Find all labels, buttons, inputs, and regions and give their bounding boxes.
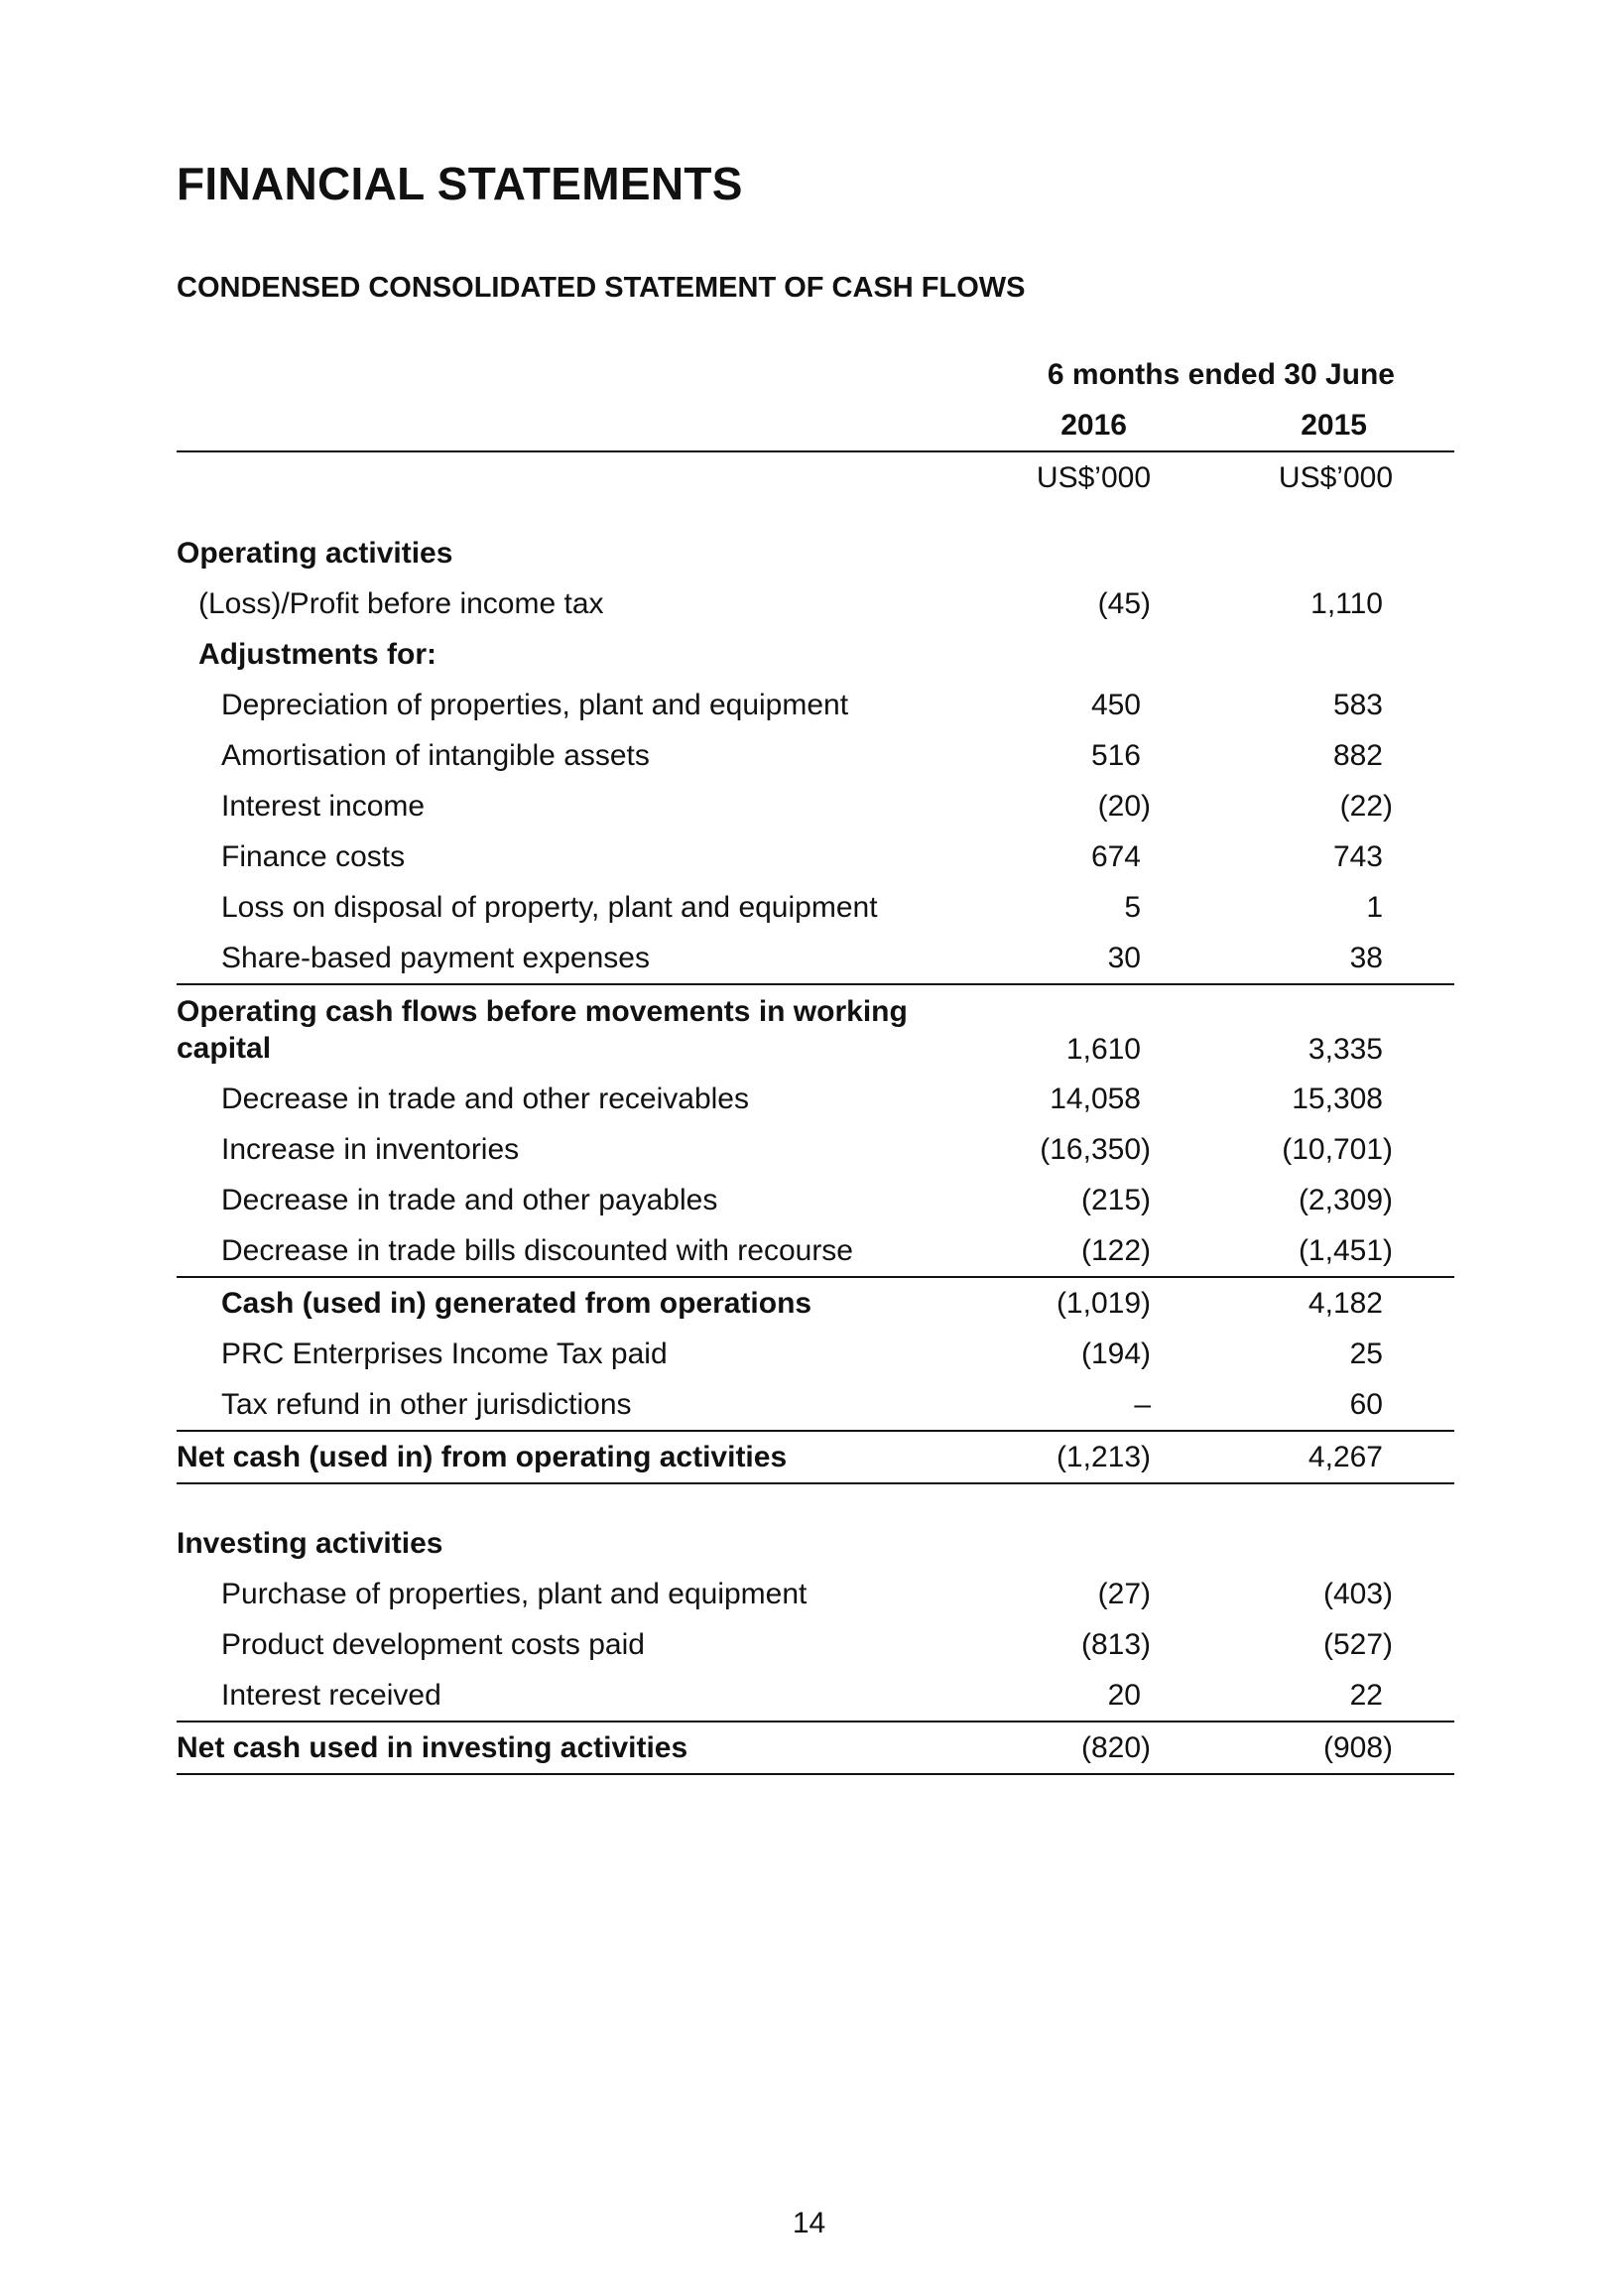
cash-flow-table [177,349,1454,1775]
value-2016: 30 [1107,941,1141,974]
unit-header-row [177,452,1454,504]
period-header [177,349,1454,401]
value-2016: (194) [1080,1337,1151,1370]
value-2016: (122) [1080,1233,1151,1267]
value-2016: – [1134,1387,1151,1421]
value-2016: 20 [1107,1678,1141,1712]
row-label: Depreciation of properties, plant and equipment [221,688,849,721]
unit-2016-header: US$’000 [1036,461,1151,494]
value-2016: (1,019) [1056,1286,1151,1320]
value-2015: 743 [1332,839,1383,873]
year-2015-header: 2015 [1301,409,1367,442]
row-label: Increase in inventories [221,1132,520,1166]
value-2015: 38 [1349,941,1383,974]
value-2016: (16,350) [1040,1132,1151,1166]
value-2015: 60 [1349,1387,1383,1421]
table-row [177,1225,1454,1276]
period-header-label: 6 months ended 30 June [1047,358,1395,391]
row-label: Net cash used in investing activities [177,1730,688,1764]
value-2015: 583 [1332,688,1383,721]
value-2015: (908) [1322,1730,1393,1764]
page-number: 14 [792,2207,826,2239]
statement-title: CONDENSED CONSOLIDATED STATEMENT OF CASH FLOWS [177,272,1026,304]
row-label: Purchase of properties, plant and equipment [221,1577,808,1610]
total-row-net-cash-operating [177,1430,1454,1484]
table-row [177,680,1454,730]
row-label: Amortisation of intangible assets [221,738,650,772]
table-row [177,1074,1454,1124]
row-label: Interest income [221,789,426,823]
value-2015: 25 [1349,1337,1383,1370]
row-label: Tax refund in other jurisdictions [221,1387,632,1421]
section-heading-investing [177,1518,1454,1569]
table-row [177,781,1454,831]
row-label: Net cash (used in) from operating activities [177,1440,788,1473]
value-2016: 1,610 [1065,1033,1141,1066]
table-row [177,1569,1454,1619]
table-row [177,578,1454,629]
value-2016: 450 [1090,688,1141,721]
row-label: Decrease in trade bills discounted with recourse [221,1233,853,1267]
row-label: Product development costs paid [221,1627,645,1661]
row-label: Operating activities [177,536,453,570]
table-row [177,1619,1454,1670]
subheading-adjustments [177,629,1454,680]
value-2015: 1 [1366,890,1383,924]
value-2015: 22 [1349,1678,1383,1712]
value-2015: 4,267 [1307,1440,1383,1473]
subtotal-row-cash-from-operations [177,1276,1454,1329]
row-label: Share-based payment expenses [221,941,650,974]
row-label: Finance costs [221,839,406,873]
value-2016: (20) [1097,789,1151,823]
value-2016: 5 [1124,890,1141,924]
table-row [177,730,1454,781]
table-row [177,933,1454,983]
section-heading-operating [177,528,1454,578]
value-2016: (215) [1080,1183,1151,1216]
page-title: FINANCIAL STATEMENTS [177,158,743,209]
row-label: (Loss)/Profit before income tax [198,586,604,620]
value-2015: 4,182 [1307,1286,1383,1320]
table-row [177,1379,1454,1430]
year-2016-header: 2016 [1060,409,1127,442]
year-header-row [177,401,1454,452]
row-label: Decrease in trade and other receivables [221,1082,749,1115]
value-2016: 14,058 [1050,1082,1141,1115]
value-2015: 15,308 [1292,1082,1383,1115]
value-2016: (45) [1097,586,1151,620]
row-label: Operating cash flows before movements in working capital [177,995,908,1065]
value-2015: (1,451) [1298,1233,1393,1267]
table-row [177,831,1454,882]
unit-2015-header: US$’000 [1278,461,1393,494]
value-2015: (527) [1322,1627,1393,1661]
value-2016: (820) [1080,1730,1151,1764]
value-2016: (27) [1097,1577,1151,1610]
value-2015: (2,309) [1298,1183,1393,1216]
subtotal-row-operating-before-working-capital [177,983,1454,1074]
table-row [177,1124,1454,1175]
value-2015: (403) [1322,1577,1393,1610]
row-label: Interest received [221,1678,441,1712]
row-label: Investing activities [177,1526,443,1560]
row-label: Decrease in trade and other payables [221,1183,718,1216]
table-row [177,882,1454,933]
value-2016: 516 [1090,738,1141,772]
table-row [177,1670,1454,1721]
value-2015: (10,701) [1282,1132,1393,1166]
value-2015: 1,110 [1310,586,1383,620]
table-row [177,1175,1454,1225]
row-label: Cash (used in) generated from operations [221,1286,812,1320]
total-row-net-cash-investing [177,1721,1454,1775]
row-label: Loss on disposal of property, plant and equipment [221,890,878,924]
value-2015: 3,335 [1307,1033,1383,1066]
value-2015: 882 [1332,738,1383,772]
row-label: Adjustments for: [198,637,436,671]
value-2016: (1,213) [1056,1440,1151,1473]
row-label: PRC Enterprises Income Tax paid [221,1337,668,1370]
value-2016: 674 [1090,839,1141,873]
table-row [177,1329,1454,1379]
value-2016: (813) [1080,1627,1151,1661]
value-2015: (22) [1339,789,1393,823]
